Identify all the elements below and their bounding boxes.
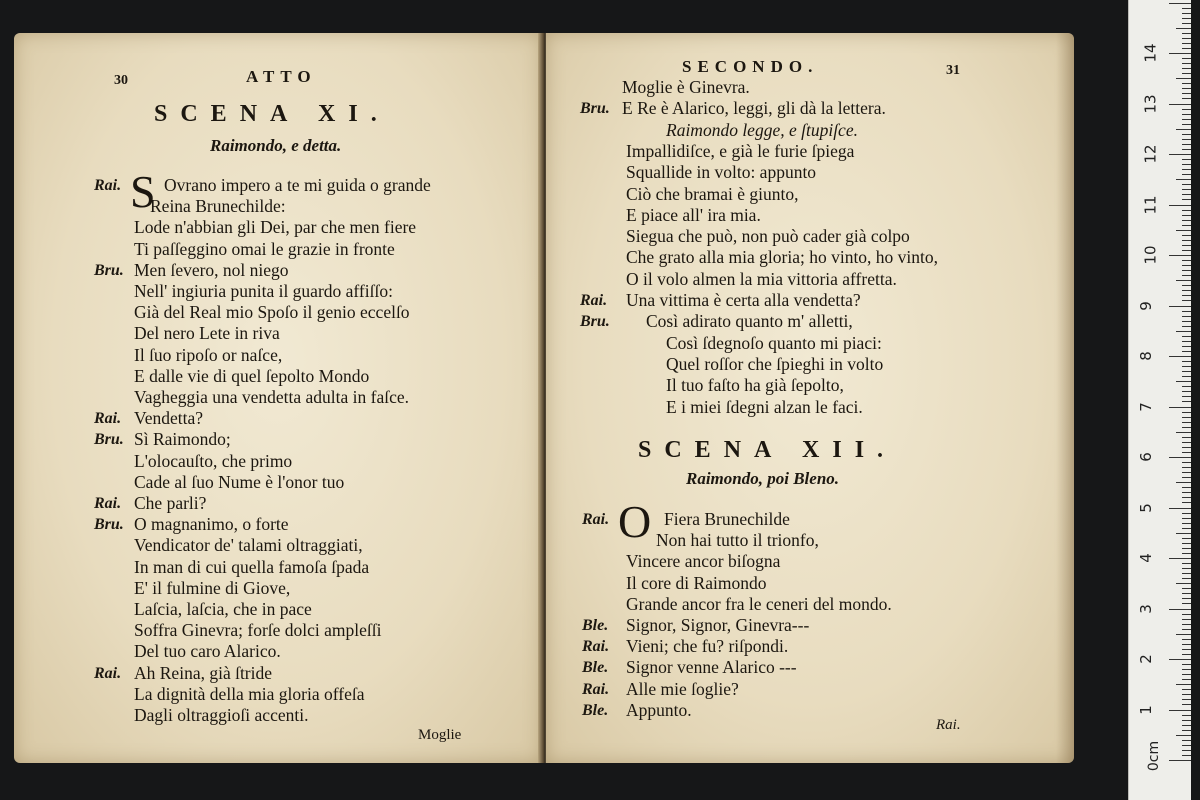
verse-line: Già del Real mio Spoſo il genio eccelſo (134, 302, 410, 323)
verse-line: Dagli oltraggioſi accenti. (134, 705, 309, 725)
speaker-label: Bru. (94, 431, 124, 449)
left-page (14, 33, 542, 763)
ruler-tick (1182, 265, 1191, 266)
verse-line: Vendetta? (134, 408, 203, 429)
verse-line: Ciò che bramai è giunto, (626, 183, 799, 204)
ruler-tick (1182, 346, 1191, 347)
ruler-number: 8 (1136, 351, 1155, 361)
ruler-tick (1176, 28, 1191, 29)
ruler-tick (1182, 240, 1191, 241)
speaker-label: Ble. (582, 659, 609, 677)
right-page-number: 31 (946, 63, 960, 78)
ruler-tick (1182, 260, 1191, 261)
ruler-tick (1169, 53, 1191, 54)
ruler-tick (1182, 144, 1191, 145)
ruler-tick (1182, 538, 1191, 539)
ruler-tick (1182, 497, 1191, 498)
ruler-number: 4 (1136, 553, 1155, 563)
ruler-tick (1182, 336, 1191, 337)
ruler-tick (1182, 235, 1191, 236)
ruler-tick (1182, 149, 1191, 150)
verse-line: Appunto. (626, 699, 692, 720)
ruler-tick (1182, 442, 1191, 443)
verse-line: Ovrano impero a te mi guida o grande (164, 175, 431, 195)
ruler-tick (1182, 139, 1191, 140)
ruler-tick (1182, 376, 1191, 377)
ruler-tick (1182, 639, 1191, 640)
ruler-tick (1182, 220, 1191, 221)
scene-persons-xi: Raimondo, e detta. (210, 136, 342, 155)
ruler-tick (1182, 250, 1191, 251)
ruler-tick (1182, 93, 1191, 94)
ruler-number: 9 (1136, 300, 1155, 311)
ruler-tick (1182, 417, 1191, 418)
ruler-tick (1182, 386, 1191, 387)
ruler-tick (1169, 154, 1191, 155)
ruler-tick (1182, 366, 1191, 367)
speaker-label: Ble. (582, 701, 609, 719)
ruler-tick (1182, 83, 1191, 84)
ruler-number: 12 (1141, 144, 1160, 164)
left-page-number: 30 (114, 73, 128, 88)
ruler-tick (1169, 205, 1191, 206)
verse-line: Laſcia, laſcia, che in pace (134, 599, 312, 619)
verse-line: Soffra Ginevra; forſe dolci ampleſſi (134, 620, 382, 641)
ruler-tick (1182, 427, 1191, 428)
ruler-tick (1182, 755, 1191, 756)
ruler-tick (1182, 401, 1191, 402)
verse-line: O magnanimo, o forte (134, 514, 289, 535)
verse-line: Raimondo legge, e ſtupiſce. (666, 119, 858, 140)
verse-line: E Re è Alarico, leggi, gli dà la lettera. (622, 98, 886, 119)
verse-line: Del nero Lete in riva (134, 323, 280, 344)
ruler-tick (1182, 8, 1191, 9)
verse-line: Ti paſſeggino omai le grazie in fronte (134, 238, 395, 259)
verse-line: Reina Brunechilde: (150, 196, 286, 217)
ruler-tick (1182, 98, 1191, 99)
ruler-tick (1182, 290, 1191, 291)
ruler-tick (1182, 528, 1191, 529)
dropcap-o: O (618, 496, 652, 547)
ruler-number: 1 (1136, 704, 1155, 715)
ruler-tick (1182, 654, 1191, 655)
ruler-tick (1182, 109, 1191, 110)
speaker-label: Rai. (94, 410, 122, 428)
measurement-ruler (1128, 0, 1191, 800)
speaker-label: Rai. (582, 680, 610, 698)
verse-line: E i miei ſdegni alzan le faci. (666, 396, 863, 417)
speaker-label: Rai. (580, 292, 608, 309)
ruler-tick (1182, 563, 1191, 564)
verse-line: Una vittima è certa alla vendetta? (626, 290, 861, 310)
ruler-number: 14 (1141, 43, 1160, 63)
verse-line: O il volo almen la mia vittoria affretta. (626, 268, 897, 289)
ruler-tick (1176, 583, 1191, 584)
speaker-label: Rai. (94, 177, 122, 194)
ruler-tick (1169, 3, 1191, 4)
verse-line: Così adirato quanto m' alletti, (646, 311, 853, 332)
ruler-tick (1182, 740, 1191, 741)
scene-title-xii: SCENA XII. (638, 437, 897, 463)
left-catchword: Moglie (418, 727, 462, 743)
ruler-tick (1182, 477, 1191, 478)
ruler-tick (1182, 674, 1191, 675)
dropcap-s: S (130, 166, 156, 217)
ruler-tick (1176, 381, 1191, 382)
ruler-tick (1169, 710, 1191, 711)
ruler-tick (1182, 447, 1191, 448)
ruler-tick (1182, 396, 1191, 397)
ruler-tick (1182, 548, 1191, 549)
ruler-tick (1182, 245, 1191, 246)
ruler-tick (1182, 725, 1191, 726)
ruler-tick (1182, 23, 1191, 24)
ruler-tick (1182, 326, 1191, 327)
verse-line: Cade al ſuo Nume è l'onor tuo (134, 471, 345, 492)
ruler-tick (1182, 391, 1191, 392)
ruler-tick (1169, 609, 1191, 610)
ruler-tick (1169, 356, 1191, 357)
ruler-tick (1182, 704, 1191, 705)
speaker-label: Bru. (94, 516, 124, 534)
ruler-tick (1182, 38, 1191, 39)
ruler-tick (1182, 619, 1191, 620)
ruler-tick (1182, 316, 1191, 317)
speaker-label: Rai. (94, 495, 122, 512)
ruler-tick (1176, 331, 1191, 332)
verse-line: In man di cui quella famoſa ſpada (134, 556, 370, 577)
verse-line: Vagheggia una vendetta adulta in faſce. (134, 387, 410, 407)
ruler-tick (1169, 508, 1191, 509)
ruler-tick (1182, 169, 1191, 170)
ruler-unit-label: 0cm (1146, 740, 1163, 772)
verse-line: Quel roſſor che ſpieghi in volto (666, 353, 884, 374)
ruler-tick (1182, 472, 1191, 473)
ruler-tick (1182, 578, 1191, 579)
ruler-tick (1176, 78, 1191, 79)
ruler-number: 6 (1136, 452, 1155, 462)
verse-line: E' il fulmine di Giove, (134, 577, 291, 598)
ruler-tick (1182, 43, 1191, 44)
ruler-tick (1182, 614, 1191, 615)
ruler-tick (1176, 684, 1191, 685)
verse-line: Non hai tutto il trionfo, (656, 530, 819, 551)
ruler-tick (1182, 134, 1191, 135)
verse-line: Squallide in volto: appunto (626, 162, 817, 183)
ruler-tick (1182, 598, 1191, 599)
ruler-number: 10 (1141, 245, 1160, 265)
ruler-tick (1169, 457, 1191, 458)
ruler-tick (1182, 164, 1191, 165)
ruler-tick (1182, 720, 1191, 721)
ruler-tick (1182, 715, 1191, 716)
ruler-tick (1169, 104, 1191, 105)
ruler-tick (1182, 351, 1191, 352)
ruler-tick (1182, 184, 1191, 185)
ruler-tick (1182, 189, 1191, 190)
speaker-label: Bru. (580, 100, 610, 118)
verse-line: Moglie è Ginevra. (622, 77, 750, 97)
ruler-tick (1182, 513, 1191, 514)
ruler-tick (1182, 745, 1191, 746)
verse-line: Che parli? (134, 493, 207, 513)
ruler-tick (1176, 280, 1191, 281)
ruler-tick (1182, 523, 1191, 524)
ruler-tick (1182, 649, 1191, 650)
ruler-tick (1182, 13, 1191, 14)
ruler-tick (1182, 568, 1191, 569)
ruler-tick (1182, 730, 1191, 731)
verse-line: Vendicator de' talami oltraggiati, (134, 535, 363, 556)
ruler-tick (1182, 553, 1191, 554)
ruler-tick (1182, 422, 1191, 423)
ruler-tick (1182, 694, 1191, 695)
verse-line: Che grato alla mia gloria; ho vinto, ho vinto, (626, 247, 939, 268)
ruler-tick (1182, 462, 1191, 463)
ruler-tick (1182, 321, 1191, 322)
speaker-label: Ble. (582, 617, 609, 634)
right-running-head: SECONDO. (682, 57, 819, 76)
ruler-tick (1182, 63, 1191, 64)
verse-line: Siegua che può, non può cader già colpo (626, 226, 910, 247)
ruler-tick (1182, 588, 1191, 589)
ruler-tick (1182, 199, 1191, 200)
ruler-tick (1182, 215, 1191, 216)
ruler-tick (1182, 664, 1191, 665)
verse-line: Men ſevero, nol niego (134, 259, 289, 280)
speaker-label: Bru. (94, 261, 124, 279)
ruler-tick (1182, 159, 1191, 160)
ruler-tick (1176, 432, 1191, 433)
ruler-tick (1182, 679, 1191, 680)
ruler-tick (1182, 452, 1191, 453)
ruler-tick (1169, 659, 1191, 660)
ruler-tick (1169, 760, 1191, 761)
scene-title-xi: SCENA XI. (154, 101, 390, 127)
ruler-tick (1182, 114, 1191, 115)
ruler-tick (1176, 230, 1191, 231)
verse-line: La dignità della mia gloria offeſa (134, 683, 365, 704)
verse-line: Impallidiſce, e già le furie ſpiega (626, 140, 855, 161)
verse-line: Alle mie ſoglie? (626, 678, 739, 699)
verse-line: Grande ancor fra le ceneri del mondo. (626, 593, 892, 614)
ruler-tick (1182, 603, 1191, 604)
ruler-tick (1182, 502, 1191, 503)
ruler-tick (1176, 179, 1191, 180)
ruler-tick (1182, 467, 1191, 468)
ruler-tick (1176, 735, 1191, 736)
ruler-tick (1182, 689, 1191, 690)
verse-line: Del tuo caro Alarico. (134, 641, 281, 662)
left-running-head: ATTO (246, 67, 317, 86)
ruler-tick (1182, 68, 1191, 69)
verse-line: Così ſdegnoſo quanto mi piaci: (666, 332, 882, 353)
ruler-tick (1182, 285, 1191, 286)
ruler-number: 7 (1136, 401, 1155, 412)
ruler-number: 3 (1136, 603, 1155, 614)
ruler-tick (1182, 48, 1191, 49)
right-catchword: Rai. (936, 717, 961, 733)
speaker-label: Rai. (582, 638, 610, 656)
ruler-tick (1182, 270, 1191, 271)
ruler-tick (1182, 669, 1191, 670)
ruler-tick (1182, 300, 1191, 301)
verse-line: Nell' ingiuria punita il guardo affiſſo: (134, 281, 393, 301)
verse-line: Vieni; che fu? riſpondi. (626, 636, 789, 657)
ruler-tick (1182, 629, 1191, 630)
ruler-tick (1182, 750, 1191, 751)
ruler-tick (1182, 573, 1191, 574)
ruler-number: 5 (1136, 502, 1155, 513)
verse-line: Fiera Brunechilde (664, 509, 790, 529)
ruler-tick (1182, 88, 1191, 89)
verse-line: E dalle vie di quel ſepolto Mondo (134, 365, 370, 386)
ruler-tick (1182, 119, 1191, 120)
ruler-tick (1182, 58, 1191, 59)
ruler-tick (1182, 543, 1191, 544)
right-page (546, 33, 1074, 763)
ruler-tick (1176, 482, 1191, 483)
verse-line: Sì Raimondo; (134, 429, 231, 450)
ruler-tick (1182, 518, 1191, 519)
verse-line: E piace all' ira mia. (626, 204, 761, 225)
verse-line: Il tuo faſto ha già ſepolto, (666, 375, 844, 396)
ruler-tick (1182, 33, 1191, 34)
ruler-tick (1182, 311, 1191, 312)
ruler-tick (1182, 18, 1191, 19)
ruler-tick (1182, 492, 1191, 493)
ruler-tick (1182, 644, 1191, 645)
ruler-tick (1182, 124, 1191, 125)
ruler-number: 13 (1141, 93, 1160, 114)
speaker-label: Rai. (582, 511, 610, 528)
ruler-tick (1182, 295, 1191, 296)
ruler-tick (1182, 437, 1191, 438)
ruler-tick (1169, 407, 1191, 408)
ruler-tick (1182, 624, 1191, 625)
ruler-tick (1182, 194, 1191, 195)
ruler-tick (1182, 487, 1191, 488)
ruler-tick (1176, 533, 1191, 534)
verse-line: Signor venne Alarico --- (626, 657, 797, 678)
verse-line: Il core di Raimondo (626, 572, 767, 593)
verse-line: Signor, Signor, Ginevra--- (626, 615, 810, 635)
ruler-tick (1182, 341, 1191, 342)
ruler-number: 2 (1136, 654, 1155, 664)
ruler-tick (1176, 634, 1191, 635)
verse-line: Lode n'abbian gli Dei, par che men fiere (134, 217, 417, 238)
ruler-tick (1176, 129, 1191, 130)
ruler-tick (1182, 412, 1191, 413)
ruler-tick (1182, 225, 1191, 226)
ruler-tick (1182, 174, 1191, 175)
ruler-tick (1169, 306, 1191, 307)
ruler-tick (1169, 558, 1191, 559)
verse-line: L'olocauſto, che primo (134, 450, 293, 471)
ruler-number: 11 (1141, 194, 1160, 215)
ruler-tick (1182, 371, 1191, 372)
verse-line: Ah Reina, già ſtride (134, 662, 273, 683)
verse-line: Vincere ancor biſogna (626, 551, 781, 572)
ruler-tick (1182, 361, 1191, 362)
ruler-tick (1182, 593, 1191, 594)
speaker-label: Bru. (580, 313, 610, 331)
scene-persons-xii: Raimondo, poi Bleno. (686, 469, 840, 488)
verse-line: Il ſuo ripoſo or naſce, (134, 344, 283, 365)
ruler-tick (1182, 275, 1191, 276)
ruler-tick (1169, 255, 1191, 256)
ruler-tick (1182, 73, 1191, 74)
speaker-label: Rai. (94, 664, 122, 682)
ruler-tick (1182, 210, 1191, 211)
ruler-tick (1182, 699, 1191, 700)
